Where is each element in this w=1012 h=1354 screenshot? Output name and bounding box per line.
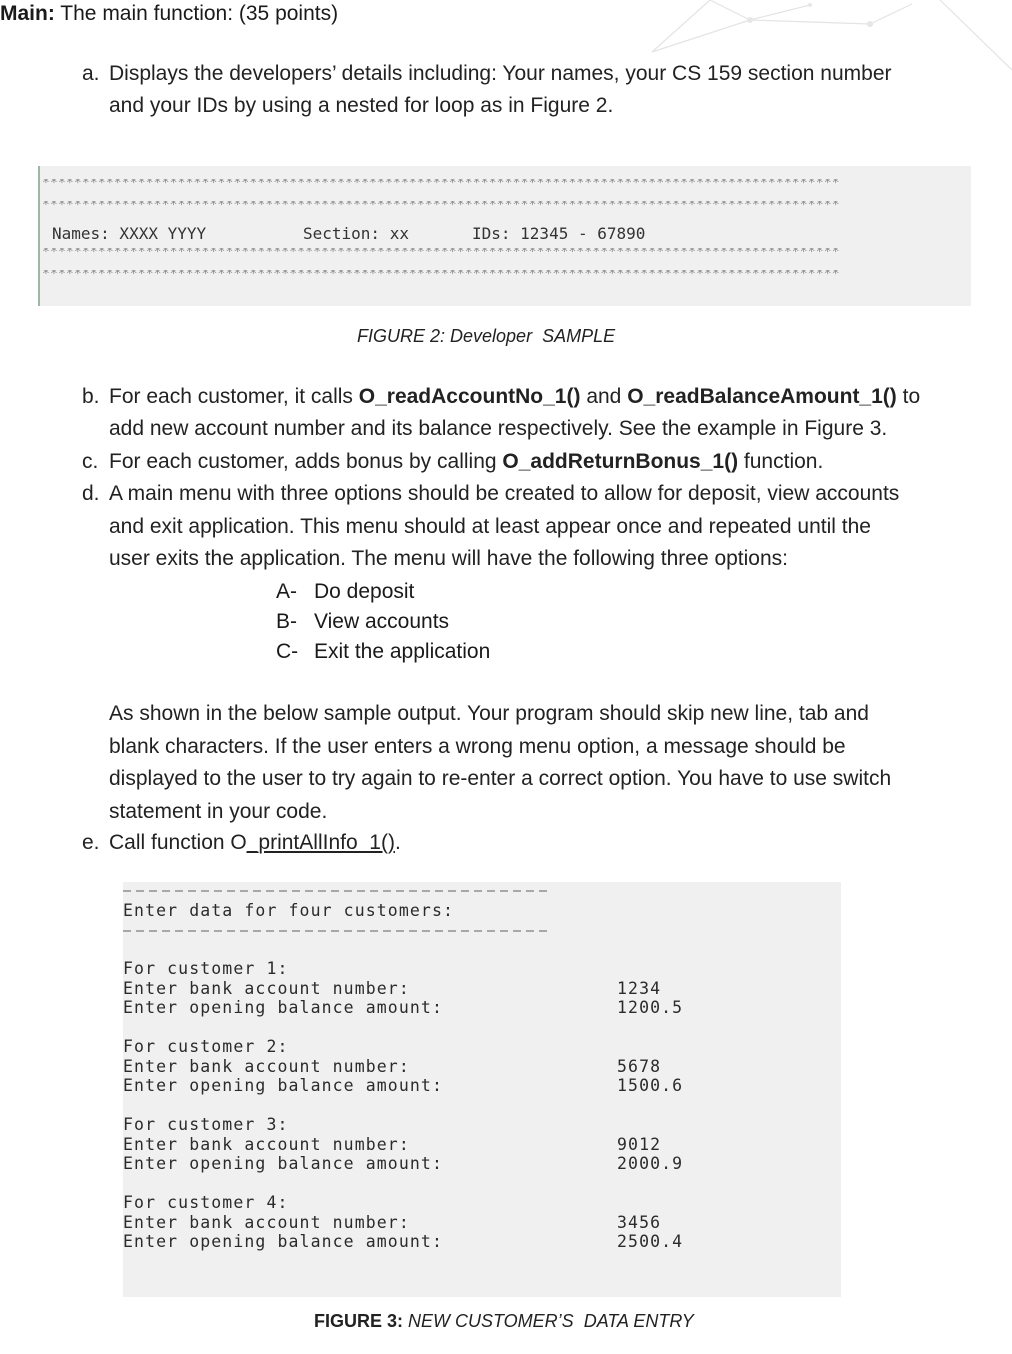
item-e (82, 827, 962, 860)
customer-1-balance-value: 1200.5 (617, 998, 684, 1017)
customer-2-title: For customer 2: (123, 1037, 289, 1056)
developer-names: Names: XXXX YYYY (52, 224, 207, 243)
note-line-1: As shown in the below sample output. Your program should skip new line, tab and (109, 702, 869, 725)
customer-4-account-prompt: Enter bank account number: (123, 1212, 410, 1232)
customer-2-balance-value: 1500.6 (617, 1076, 684, 1095)
option-text: View accounts (314, 610, 450, 633)
item-e-pre: Call function O (109, 831, 247, 854)
note-line-3: displayed to the user to try again to re-enter a correct option. You have to use switch (109, 767, 892, 790)
dashed-divider (123, 930, 548, 932)
item-c (82, 446, 962, 479)
item-d-marker: d. (82, 482, 100, 505)
customer-3-account-value: 9012 (617, 1134, 662, 1154)
item-a (82, 58, 962, 124)
item-a-line-1: Displays the developers’ details including: Your names, your CS 159 section number (109, 62, 892, 85)
function-readaccountno: O_readAccountNo_1() (358, 385, 581, 408)
option-key: A- (276, 580, 297, 603)
customer-4-balance-prompt: Enter opening balance amount: (123, 1232, 443, 1251)
customer-4-balance-value: 2500.4 (617, 1232, 684, 1251)
item-d-line-1: A main menu with three options should be created to allow for deposit, view accounts (109, 482, 900, 505)
item-a-marker: a. (82, 62, 100, 85)
item-b-post: to (896, 385, 921, 408)
developer-ids: IDs: 12345 - 67890 (472, 224, 646, 243)
star-border-row: **************************************************************************************************** (42, 248, 840, 258)
item-c-post: function. (738, 450, 824, 473)
star-border-row: **************************************************************************************************** (42, 179, 840, 189)
customer-3-balance-value: 2000.9 (617, 1154, 684, 1173)
customer-3-account-prompt: Enter bank account number: (123, 1134, 410, 1154)
item-b-mid: and (580, 385, 628, 408)
item-c-marker: c. (82, 450, 99, 473)
note-line-2: blank characters. If the user enters a wrong menu option, a message should be (109, 734, 846, 758)
customer-3-title: For customer 3: (123, 1115, 289, 1134)
item-d (82, 478, 962, 576)
option-key: B- (276, 610, 297, 633)
customer-1-balance-prompt: Enter opening balance amount: (123, 998, 443, 1017)
developer-section: Section: xx (303, 224, 409, 243)
option-key: C- (276, 640, 299, 663)
item-e-post: . (394, 831, 401, 854)
dashed-divider (123, 890, 548, 892)
customer-4-title: For customer 4: (123, 1193, 289, 1212)
star-border-row: **************************************************************************************************** (42, 201, 840, 211)
customer-4-account-value: 3456 (617, 1212, 662, 1232)
figure-2-caption: FIGURE 2: Developer SAMPLE (357, 326, 616, 346)
function-addreturnbonus: O_addReturnBonus_1() (502, 450, 739, 473)
section-heading (0, 0, 338, 28)
item-b-pre: For each customer, it calls (109, 385, 359, 408)
customer-2-account-value: 5678 (617, 1056, 662, 1076)
item-b-marker: b. (82, 385, 100, 408)
option-text: Do deposit (314, 580, 415, 603)
item-e-line-1 (109, 827, 949, 860)
customer-1-title: For customer 1: (123, 959, 289, 978)
item-b (82, 381, 962, 447)
item-c-pre: For each customer, adds bonus by calling (109, 450, 503, 473)
customer-1-account-value: 1234 (617, 978, 662, 998)
function-printallinfo: _printAllInfo_1() (246, 831, 395, 854)
heading-text: The main function: (35 points) (60, 2, 339, 25)
customer-2-account-prompt: Enter bank account number: (123, 1056, 410, 1076)
option-text: Exit the application (314, 640, 491, 663)
console-header: Enter data for four customers: (123, 901, 455, 920)
customer-2-balance-prompt: Enter opening balance amount: (123, 1076, 443, 1095)
item-b-line-2: add new account number and its balance respectively. See the example in Figure 3. (109, 417, 888, 440)
item-e-marker: e. (82, 831, 100, 854)
figure-3-console (123, 882, 841, 1297)
customer-3-balance-prompt: Enter opening balance amount: (123, 1154, 443, 1173)
figure-3-caption-text: NEW CUSTOMER’S DATA ENTRY (403, 1311, 694, 1331)
heading-label: Main: (0, 2, 55, 25)
figure-3-caption (314, 1311, 694, 1332)
note-line-4: statement in your code. (109, 799, 328, 823)
customer-1-account-prompt: Enter bank account number: (123, 978, 410, 998)
figure-2-console (38, 166, 971, 306)
item-c-line-1 (109, 446, 949, 479)
sample-output-note (82, 698, 962, 828)
star-border-row: **************************************************************************************************** (42, 270, 840, 280)
function-readbalanceamount: O_readBalanceAmount_1() (627, 385, 897, 408)
item-d-line-2: and exit application. This menu should at least appear once and repeated until the (109, 514, 871, 538)
item-a-line-2: and your IDs by using a nested for loop as in Figure 2. (109, 94, 614, 117)
item-d-line-3: user exits the application. The menu will have the following three options: (109, 547, 789, 570)
figure-3-caption-label: FIGURE 3: (314, 1311, 404, 1331)
item-b-line-1 (109, 381, 949, 414)
